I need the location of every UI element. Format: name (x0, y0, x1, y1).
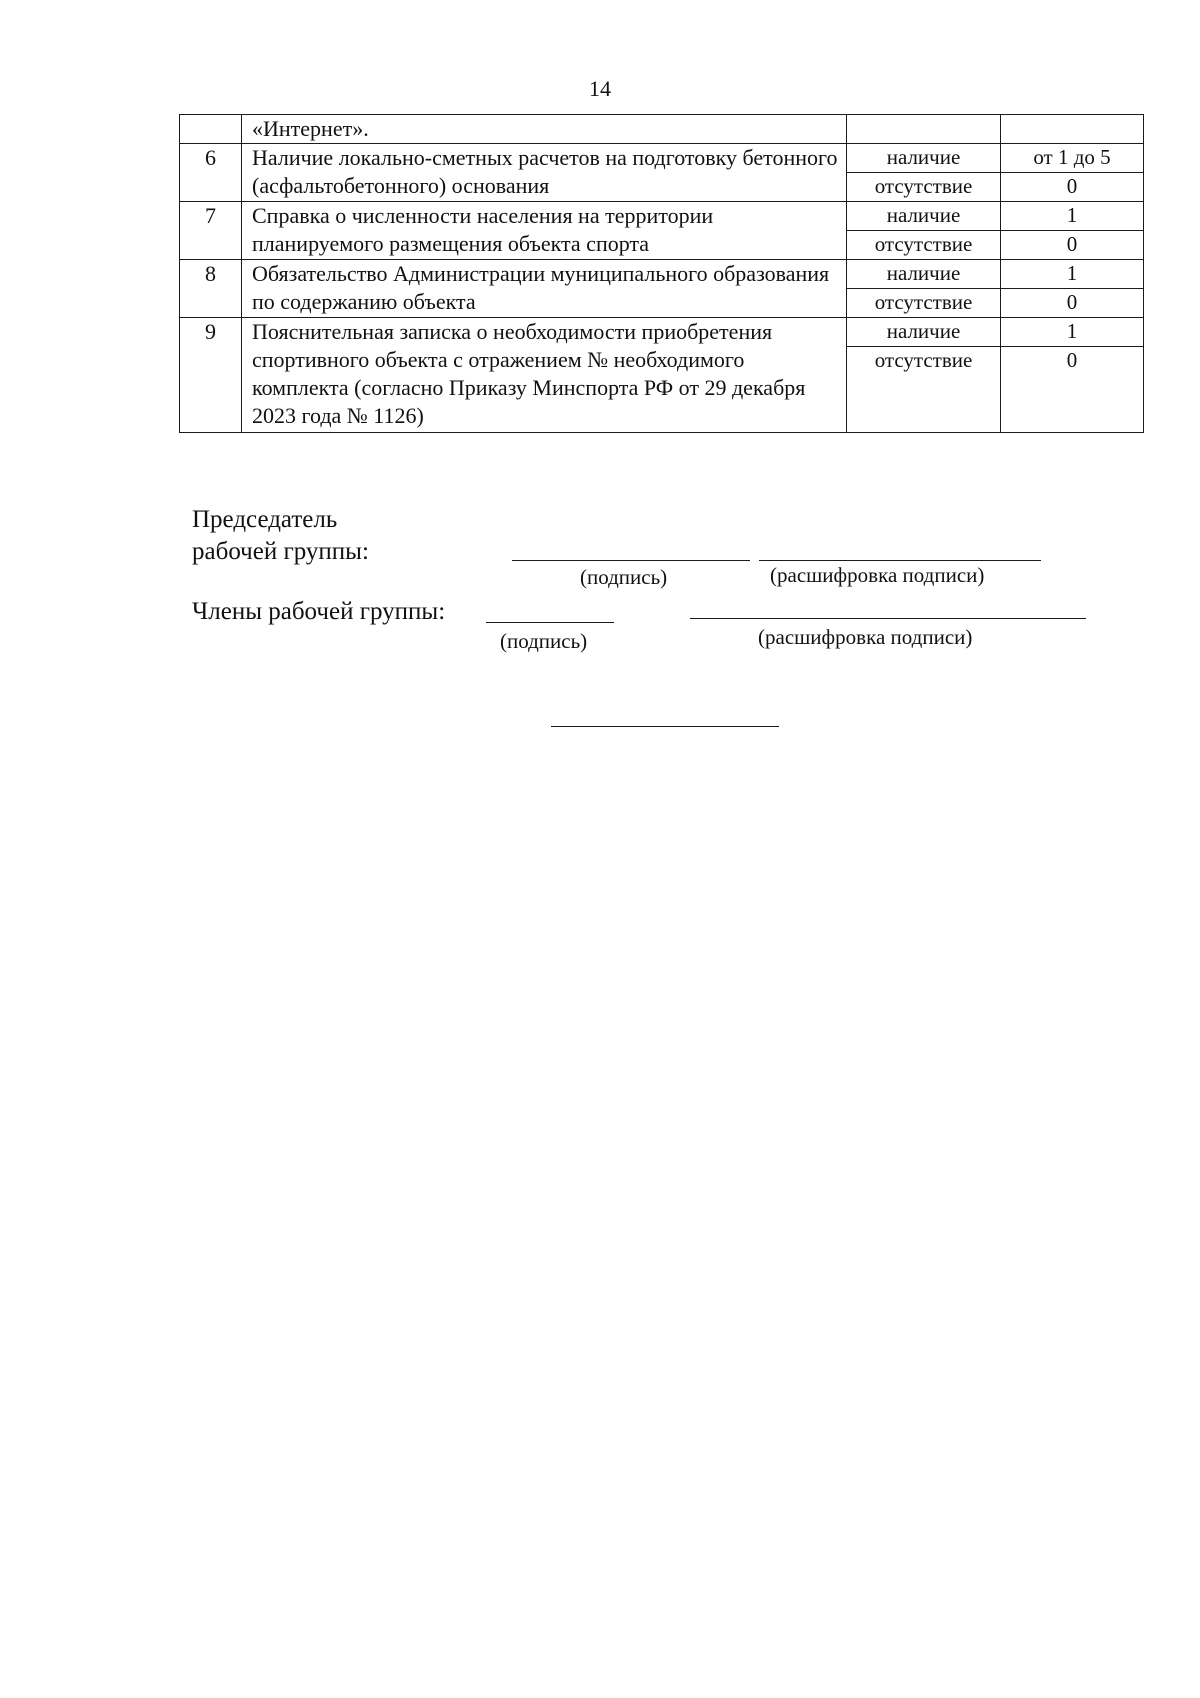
table-cell-score (1001, 115, 1144, 144)
table-cell-number: 8 (180, 260, 242, 318)
chair-title (192, 504, 369, 568)
closing-separator-line (551, 726, 779, 727)
table-cell-score: 1 (1001, 202, 1144, 231)
table-cell-status: отсутствие (847, 173, 1001, 202)
chair-signature-caption: (подпись) (580, 565, 668, 589)
chair-decoding-line (759, 560, 1041, 561)
chair-title-line2: рабочей группы: (192, 538, 369, 565)
table-cell-description: Наличие локально-сметных расчетов на подготовку бетонного (асфальтобетонного) основания (242, 144, 847, 202)
table-cell-score: 0 (1001, 231, 1144, 260)
table-cell-status: наличие (847, 318, 1001, 347)
members-signature-line (486, 622, 614, 623)
table-cell-description: «Интернет». (242, 115, 847, 144)
table-cell-status: наличие (847, 202, 1001, 231)
table-cell-description: Обязательство Администрации муниципального образования по содержанию объекта (242, 260, 847, 318)
members-decoding-caption: (расшифровка подписи) (758, 625, 973, 649)
table-cell-number (180, 115, 242, 144)
members-decoding-line (690, 618, 1086, 619)
table-row (180, 202, 1144, 231)
table-row (180, 318, 1144, 347)
table-row-continuation (180, 115, 1144, 144)
chair-decoding-caption: (расшифровка подписи) (770, 563, 985, 587)
table-cell-score: 1 (1001, 260, 1144, 289)
table-cell-status (847, 115, 1001, 144)
table-cell-score: 0 (1001, 289, 1144, 318)
table-cell-status: отсутствие (847, 347, 1001, 433)
table-row (180, 260, 1144, 289)
table-cell-score: 0 (1001, 347, 1144, 433)
chair-title-line1: Председатель (192, 506, 338, 533)
table-cell-number: 7 (180, 202, 242, 260)
members-signature-caption: (подпись) (500, 629, 588, 653)
table-cell-score: от 1 до 5 (1001, 144, 1144, 173)
table-cell-status: отсутствие (847, 289, 1001, 318)
table-cell-description: Пояснительная записка о необходимости приобретения спортивного объекта с отражением № необходимого комплекта (согласно Приказу Минспорта РФ от 29 декабря 2023 года № 1126) (242, 318, 847, 433)
page-number: 14 (589, 76, 611, 101)
table-cell-number: 9 (180, 318, 242, 433)
table-cell-score: 0 (1001, 173, 1144, 202)
table-cell-number: 6 (180, 144, 242, 202)
table-cell-status: отсутствие (847, 231, 1001, 260)
table-row (180, 144, 1144, 173)
criteria-table (179, 114, 1144, 433)
members-label: Члены рабочей группы: (192, 598, 446, 625)
table-cell-score: 1 (1001, 318, 1144, 347)
chair-signature-line (512, 560, 750, 561)
table-cell-status: наличие (847, 144, 1001, 173)
table-cell-description: Справка о численности населения на территории планируемого размещения объекта спорта (242, 202, 847, 260)
table-cell-status: наличие (847, 260, 1001, 289)
